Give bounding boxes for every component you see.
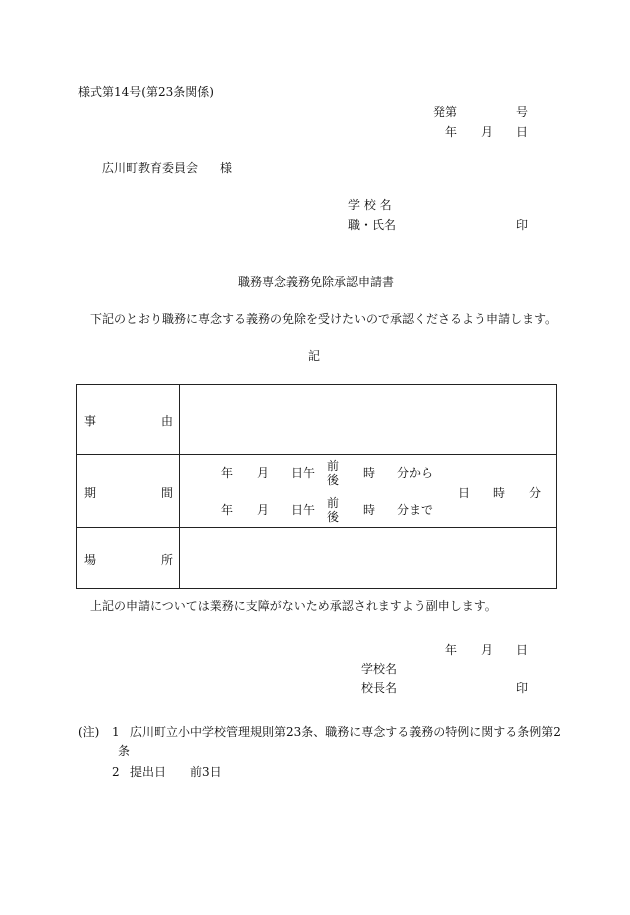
note1-continued: 条 — [118, 744, 131, 758]
note2-number: 2 — [112, 765, 120, 779]
period-total-minute: 分 — [529, 486, 542, 500]
period-label-left: 期 — [84, 486, 97, 500]
period-label-right: 間 — [161, 486, 174, 500]
period-to-day: 日午 — [291, 503, 316, 517]
period-to-year: 年 — [221, 503, 234, 517]
issue-prefix: 発第 — [433, 105, 458, 119]
table-divider-2 — [77, 527, 556, 528]
place-label-right: 所 — [161, 553, 174, 567]
period-to-go: 後 — [327, 510, 340, 524]
notes-marker: (注) — [78, 725, 100, 739]
principal-school-label: 学校名 — [361, 662, 398, 676]
body-text: 下記のとおり職務に専念する義務の免除を受けたいので承認くださるよう申請します。 — [90, 312, 558, 326]
endorsement-text: 上記の申請については業務に支障がないため承認されますよう副申します。 — [90, 599, 497, 613]
principal-date-year: 年 — [445, 643, 458, 657]
date-year: 年 — [445, 125, 458, 139]
reason-label-right: 由 — [161, 414, 174, 428]
issue-suffix: 号 — [516, 105, 529, 119]
date-day: 日 — [516, 125, 529, 139]
period-to-mae: 前 — [327, 496, 340, 510]
table-divider-1 — [77, 454, 556, 455]
note2-value: 前3日 — [190, 765, 222, 779]
period-from-go: 後 — [327, 473, 340, 487]
addressee-name: 広川町教育委員会 — [102, 161, 199, 175]
period-from-mae: 前 — [327, 459, 340, 473]
place-label-left: 場 — [84, 553, 97, 567]
principal-seal: 印 — [516, 681, 529, 695]
note2-label: 提出日 — [130, 765, 167, 779]
period-from-ampm — [327, 459, 339, 487]
principal-date-month: 月 — [481, 643, 494, 657]
period-to-month: 月 — [257, 503, 270, 517]
period-from-month: 月 — [257, 466, 270, 480]
period-from-hour: 時 — [363, 466, 376, 480]
addressee-honorific: 様 — [220, 161, 233, 175]
applicant-seal: 印 — [516, 218, 529, 232]
period-to-ampm — [327, 496, 339, 524]
period-to-hour: 時 — [363, 503, 376, 517]
date-month: 月 — [481, 125, 494, 139]
note1-number: 1 — [112, 725, 120, 739]
principal-name-label: 校長名 — [361, 681, 398, 695]
period-total-hour: 時 — [493, 486, 506, 500]
principal-date-day: 日 — [516, 643, 529, 657]
reason-label-left: 事 — [84, 414, 97, 428]
note1-text: 広川町立小中学校管理規則第23条、職務に専念する義務の特例に関する条例第2 — [130, 725, 561, 739]
period-total-day: 日 — [458, 486, 471, 500]
period-to-suffix: 分まで — [397, 503, 434, 517]
period-from-year: 年 — [221, 466, 234, 480]
period-from-suffix: 分から — [397, 466, 434, 480]
application-table — [76, 384, 557, 589]
ki-label: 記 — [308, 349, 321, 363]
applicant-school-label: 学 校 名 — [348, 198, 392, 212]
document-title: 職務専念義務免除承認申請書 — [238, 275, 395, 289]
form-number: 様式第14号(第23条関係) — [78, 85, 214, 99]
applicant-name-label: 職・氏名 — [348, 218, 397, 232]
table-divider-vertical — [179, 385, 180, 588]
period-from-day: 日午 — [291, 466, 316, 480]
